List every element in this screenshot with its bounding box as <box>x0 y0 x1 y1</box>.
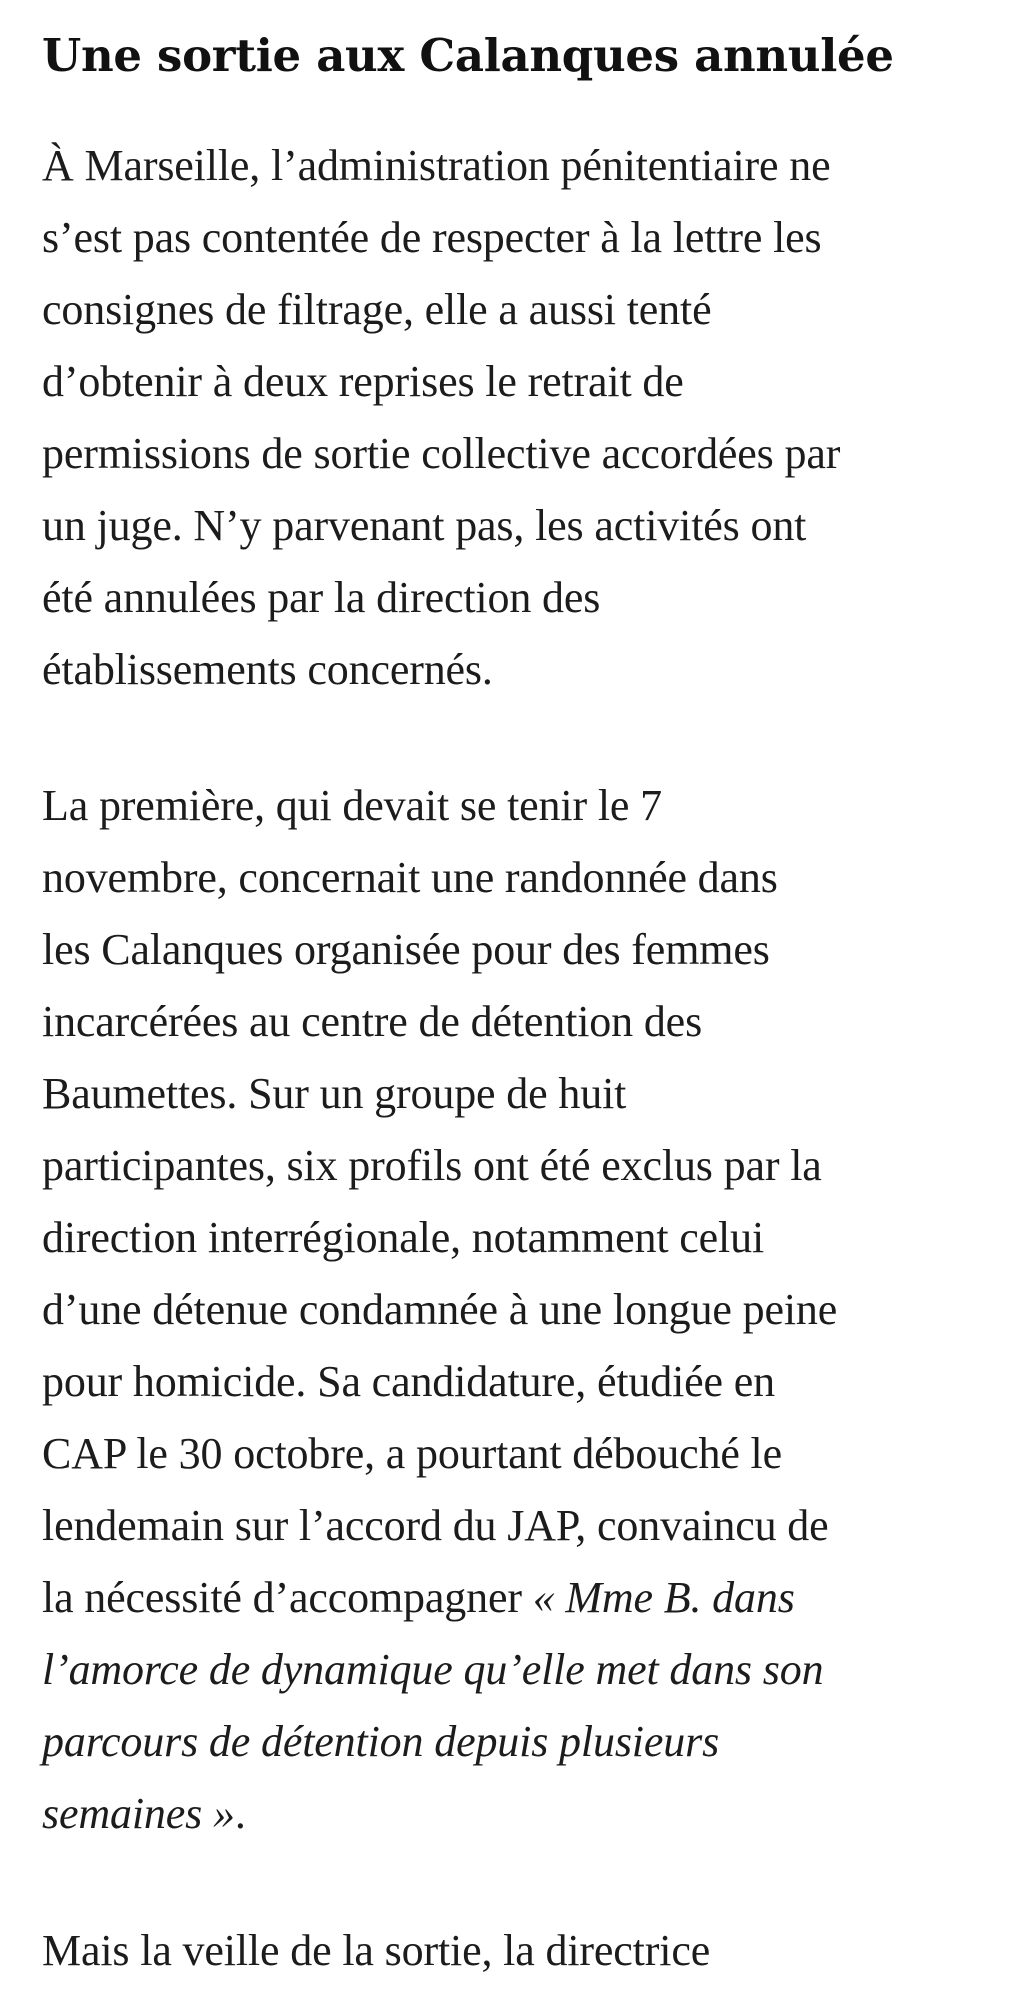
text-segment: la nécessité d’accompagner <box>42 1573 533 1622</box>
text-line: établissements concernés. <box>42 645 493 694</box>
text-line: incarcérées au centre de détention des <box>42 997 703 1046</box>
text-line: CAP le 30 octobre, a pourtant débouché le <box>42 1429 783 1478</box>
text-line: s’est pas contentée de respecter à la lettre les <box>42 213 822 262</box>
quote-text: « Mme B. dans <box>532 1573 795 1622</box>
text-line: un juge. N’y parvenant pas, les activités ont <box>42 501 807 550</box>
text-line <box>42 1778 992 1850</box>
quote-text: parcours de détention depuis plusieurs <box>42 1717 720 1766</box>
text-line: participantes, six profils ont été exclus par la <box>42 1141 822 1190</box>
quote-line <box>42 1706 992 1778</box>
text-segment: . <box>234 1789 246 1838</box>
text-line: d’une détenue condamnée à une longue peine <box>42 1285 838 1334</box>
text-line <box>42 1562 992 1634</box>
text-line: novembre, concernait une randonnée dans <box>42 853 778 902</box>
paragraph-3 <box>42 1915 992 1987</box>
paragraph-1 <box>42 130 992 706</box>
text-line: direction interrégionale, notamment celui <box>42 1213 765 1262</box>
text-line: d’obtenir à deux reprises le retrait de <box>42 357 684 406</box>
text-line: été annulées par la direction des <box>42 573 601 622</box>
text-line: permissions de sortie collective accordées par <box>42 429 841 478</box>
quote-text: semaines » <box>42 1789 235 1838</box>
text-line: Baumettes. Sur un groupe de huit <box>42 1069 627 1118</box>
text-line: Mais la veille de la sortie, la directrice <box>42 1926 711 1975</box>
text-line: consignes de filtrage, elle a aussi tenté <box>42 285 712 334</box>
text-line: La première, qui devait se tenir le 7 <box>42 781 662 830</box>
text-line: À Marseille, l’administration pénitentiaire ne <box>42 141 831 190</box>
quote-text: l’amorce de dynamique qu’elle met dans son <box>42 1645 824 1694</box>
text-line: les Calanques organisée pour des femmes <box>42 925 770 974</box>
quote-line <box>42 1634 992 1706</box>
text-line: lendemain sur l’accord du JAP, convaincu de <box>42 1501 829 1550</box>
text-line: pour homicide. Sa candidature, étudiée en <box>42 1357 776 1406</box>
section-heading: Une sortie aux Calanques annulée <box>42 29 894 82</box>
paragraph-2 <box>42 770 992 1850</box>
